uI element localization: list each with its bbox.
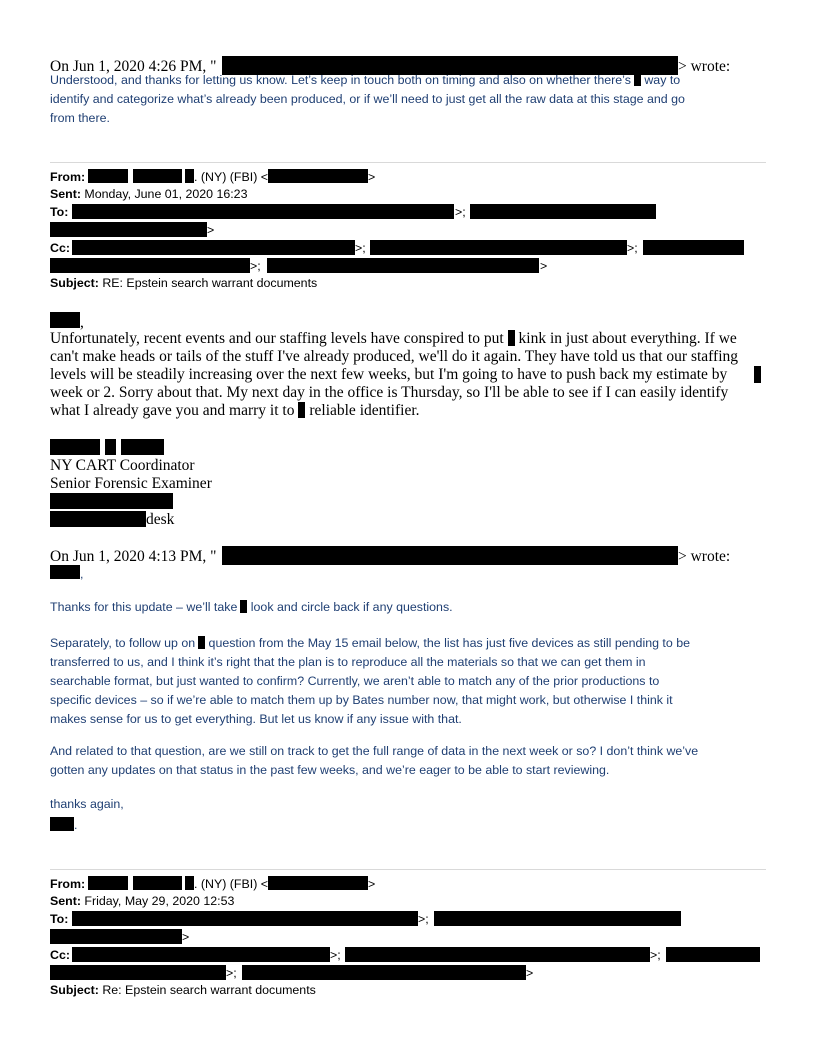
reply-header-prefix: On Jun 1, 2020 4:26 PM, " (50, 58, 217, 75)
divider (50, 162, 766, 163)
subject-line (50, 276, 317, 290)
redaction-box (133, 169, 182, 183)
redaction-box (72, 911, 418, 926)
subject-value: Re: Epstein search warrant documents (98, 983, 316, 997)
redaction-box (50, 258, 250, 273)
text-span: >; (250, 259, 261, 273)
reply-body-line (50, 600, 453, 614)
reply-header-2 (50, 548, 217, 566)
redaction-box (298, 402, 305, 418)
text-span: Separately, to follow up on (50, 636, 196, 650)
redaction-box (72, 947, 330, 962)
redaction-box (50, 817, 74, 831)
text-span: >; (455, 205, 466, 219)
text-span: >; (418, 912, 429, 926)
redaction-box (133, 876, 182, 890)
text-span: Unfortunately, recent events and our staffing levels have conspired to put (50, 330, 504, 347)
text-span: >; (330, 948, 341, 962)
text-span: > (207, 223, 215, 237)
text-span: kink in just about everything. If we (514, 330, 737, 347)
redaction-box (666, 947, 760, 962)
label: Cc: (50, 241, 70, 255)
text-span: >; (627, 241, 638, 255)
redaction-box (267, 258, 539, 273)
text-span: what I already gave you and marry it to (50, 402, 295, 419)
signature-suffix: . (74, 818, 78, 832)
redaction-box (268, 876, 368, 890)
redaction-box (121, 439, 164, 455)
redaction-box (643, 240, 744, 255)
redaction-box (105, 439, 116, 455)
reply-body-line: from there. (50, 111, 110, 125)
text-span: > (540, 259, 548, 273)
text-span: way to (640, 73, 681, 87)
cc-label (50, 241, 70, 255)
redaction-box (50, 312, 80, 328)
from-label (50, 170, 85, 184)
divider (50, 869, 766, 870)
cc-label (50, 948, 70, 962)
redaction-box (50, 965, 226, 980)
reply-body-line: searchable format, but just wanted to confirm? Currently, we aren’t able to match any of the prior productions to (50, 674, 660, 688)
message-line (50, 402, 420, 420)
reply-body-line: specific devices – so if we’re able to match them up by Bates number now, that might work, but otherwise I think it (50, 693, 673, 707)
text-span: question from the May 15 email below, the list has just five devices as still pending to be (205, 636, 690, 650)
signature-title: NY CART Coordinator (50, 457, 195, 474)
text-span: reliable identifier. (305, 402, 420, 419)
reply-body-line (50, 636, 690, 650)
redaction-box (634, 73, 641, 86)
text-span: > (526, 966, 534, 980)
signature-desk: desk (146, 511, 175, 528)
to-label (50, 912, 68, 926)
redaction-box (50, 493, 173, 509)
text-span: >; (226, 966, 237, 980)
redaction-box (434, 911, 681, 926)
reply-body-line: identify and categorize what’s already been produced, or if we’ll need to just get all the raw data at this stage and go (50, 92, 685, 106)
redaction-box (240, 600, 247, 613)
reply-body-line: gotten any updates on that status in the past few weeks, and we’re eager to be able to start reviewing. (50, 763, 610, 777)
label: To: (50, 912, 69, 926)
label: Subject: (50, 983, 99, 997)
closing: thanks again, (50, 797, 124, 811)
from-label (50, 877, 85, 891)
text-span: > (368, 170, 376, 184)
redaction-box (242, 965, 526, 980)
salutation-suffix: , (80, 314, 84, 331)
message-line (50, 330, 737, 348)
text-span: Thanks for this update – we’ll take (50, 600, 238, 614)
from-suffix: . (NY) (FBI) < (194, 170, 268, 184)
redaction-box (185, 169, 194, 183)
redaction-box (268, 169, 368, 183)
from-suffix: . (NY) (FBI) < (194, 877, 268, 891)
sent-line (50, 894, 234, 908)
to-label (50, 205, 68, 219)
label: Subject: (50, 276, 99, 290)
redaction-box (50, 929, 182, 944)
text-span: >; (650, 948, 661, 962)
redaction-box (50, 511, 146, 527)
signature-title: Senior Forensic Examiner (50, 475, 212, 492)
redaction-box (50, 565, 80, 579)
text-span: >; (355, 241, 366, 255)
label: From: (50, 877, 86, 891)
redaction-box (370, 240, 627, 255)
message-line: can't make heads or tails of the stuff I've already produced, we'll do it again. They have told us that our staffing (50, 348, 739, 365)
redaction-box (72, 204, 454, 219)
reply-body-line: And related to that question, are we still on track to get the full range of data in the next week or so? I don’t think we’ve (50, 744, 699, 758)
salutation-suffix: , (80, 567, 84, 581)
redaction-box (88, 169, 128, 183)
redaction-box (754, 366, 761, 383)
label: Sent: (50, 187, 81, 201)
sent-value: Monday, June 01, 2020 16:23 (80, 187, 248, 201)
redaction-box (185, 876, 194, 890)
reply-body-line (50, 73, 680, 87)
reply-body-line: transferred to us, and I think it’s right that the plan is to reproduce all the materials so that we can get them in (50, 655, 646, 669)
reply-header-suffix: > wrote: (678, 58, 731, 75)
reply-header-prefix: On Jun 1, 2020 4:13 PM, " (50, 548, 217, 565)
sent-value: Friday, May 29, 2020 12:53 (80, 894, 235, 908)
sent-line (50, 187, 247, 201)
message-line: levels will be steadily increasing over the next few weeks, but I'm going to have to push back my estimate by (50, 366, 728, 383)
label: Cc: (50, 948, 70, 962)
message-line: week or 2. Sorry about that. My next day in the office is Thursday, so I'll be able to see if I can easily identify (50, 384, 729, 401)
label: From: (50, 170, 86, 184)
redaction-box (222, 546, 678, 565)
redaction-box (198, 636, 205, 649)
redaction-box (345, 947, 650, 962)
subject-value: RE: Epstein search warrant documents (98, 276, 318, 290)
text-span: Understood, and thanks for letting us know. Let’s keep in touch both on timing and also on whether there’s (50, 73, 631, 87)
redaction-box (88, 876, 128, 890)
redaction-box (50, 439, 100, 455)
redaction-box (470, 204, 656, 219)
redaction-box (50, 222, 207, 237)
reply-body-line: makes sense for us to get everything. But let us know if any issue with that. (50, 712, 462, 726)
label: To: (50, 205, 69, 219)
reply-header-suffix: > wrote: (678, 548, 731, 565)
redaction-box (508, 330, 515, 346)
text-span: > (368, 877, 376, 891)
redaction-box (72, 240, 355, 255)
label: Sent: (50, 894, 81, 908)
text-span: > (182, 930, 190, 944)
subject-line (50, 983, 316, 997)
text-span: look and circle back if any questions. (247, 600, 453, 614)
